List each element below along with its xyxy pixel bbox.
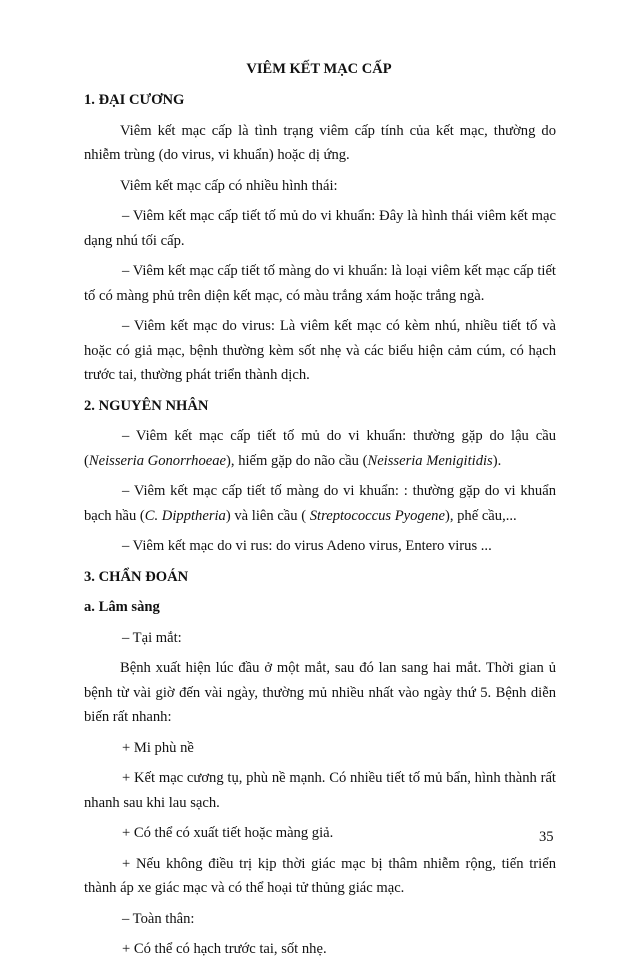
subsection-a-heading: a. Lâm sàng: [84, 599, 160, 615]
section-1-paragraph-2: Viêm kết mạc cấp có nhiều hình thái:: [120, 177, 338, 194]
text-run: – Viêm kết mạc cấp tiết tố màng do vi khuẩn: : thường gặp do vi khuẩn bạch hầu (: [84, 483, 556, 524]
section-1-paragraph-1: Viêm kết mạc cấp là tình trạng viêm cấp tính của kết mạc, thường do nhiễm trùng (do virus, vi khuẩn) hoặc dị ứng.: [84, 122, 556, 163]
section-3-item-eye: – Tại mắt:: [122, 629, 182, 646]
section-2-item-1: [84, 424, 556, 473]
text-run: ), hiếm gặp do não cầu (: [226, 452, 368, 469]
section-3-paragraph-1: Bệnh xuất hiện lúc đầu ở một mắt, sau đó lan sang hai mắt. Thời gian ủ bệnh từ vài giờ đến vài ngày, thường mủ nhiều nhất vào ngày thứ 5. Bệnh diễn biến rất nhanh:: [84, 660, 556, 725]
section-3-heading: 3. CHẨN ĐOÁN: [84, 568, 189, 585]
section-3-plus-4: + Nếu không điều trị kịp thời giác mạc bị thâm nhiễm rộng, tiến triển thành áp xe giác mạc và có thể hoại tử thủng giác mạc.: [84, 855, 556, 896]
section-3-plus-2: + Kết mạc cương tụ, phù nề mạnh. Có nhiều tiết tố mủ bẩn, hình thành rất nhanh sau khi lau sạch.: [84, 770, 556, 811]
section-3-plus-3: + Có thể có xuất tiết hoặc màng giả.: [122, 825, 334, 841]
document-body: [84, 88, 556, 968]
species-name: C. Dipptheria: [144, 507, 226, 524]
section-1-item-2: – Viêm kết mạc cấp tiết tố màng do vi khuẩn: là loại viêm kết mạc cấp tiết tố có màng phủ trên diện kết mạc, có màu trắng xám hoặc trắng ngà.: [84, 263, 556, 304]
section-2-item-2: [84, 479, 556, 528]
section-1-item-3: – Viêm kết mạc do virus: Là viêm kết mạc có kèm nhú, nhiều tiết tố và hoặc có giả mạc, bệnh thường kèm sốt nhẹ và các biểu hiện cảm cúm, có hạch trước tai, thường phát triển thành dịch.: [84, 318, 556, 383]
section-1-item-1: – Viêm kết mạc cấp tiết tố mủ do vi khuẩn: Đây là hình thái viêm kết mạc dạng nhú tối cấp.: [84, 208, 556, 249]
text-run: ), phế cầu,...: [444, 507, 517, 524]
page-title: VIÊM KẾT MẠC CẤP: [246, 61, 392, 77]
section-2-item-3: – Viêm kết mạc do vi rus: do virus Adeno virus, Entero virus ...: [122, 538, 492, 554]
section-3-item-systemic: – Toàn thân:: [122, 910, 195, 927]
section-3-plus-1: + Mi phù nề: [122, 739, 194, 756]
section-2-heading: 2. NGUYÊN NHÂN: [84, 397, 209, 414]
species-name: Neisseria Menigitidis: [367, 452, 493, 469]
section-3-plus-5: + Có thể có hạch trước tai, sốt nhẹ.: [122, 941, 327, 957]
species-name: Neisseria Gonorrhoeae: [88, 452, 227, 469]
text-run: ) và liên cầu (: [225, 507, 310, 524]
species-name: Streptococcus Pyogene: [309, 507, 445, 524]
section-1-heading: 1. ĐẠI CƯƠNG: [84, 92, 185, 108]
text-run: ).: [492, 452, 502, 469]
page-number: 35: [539, 829, 554, 845]
text-run: – Viêm kết mạc cấp tiết tố mủ do vi khuẩn: thường gặp do lậu cầu (: [84, 428, 556, 469]
